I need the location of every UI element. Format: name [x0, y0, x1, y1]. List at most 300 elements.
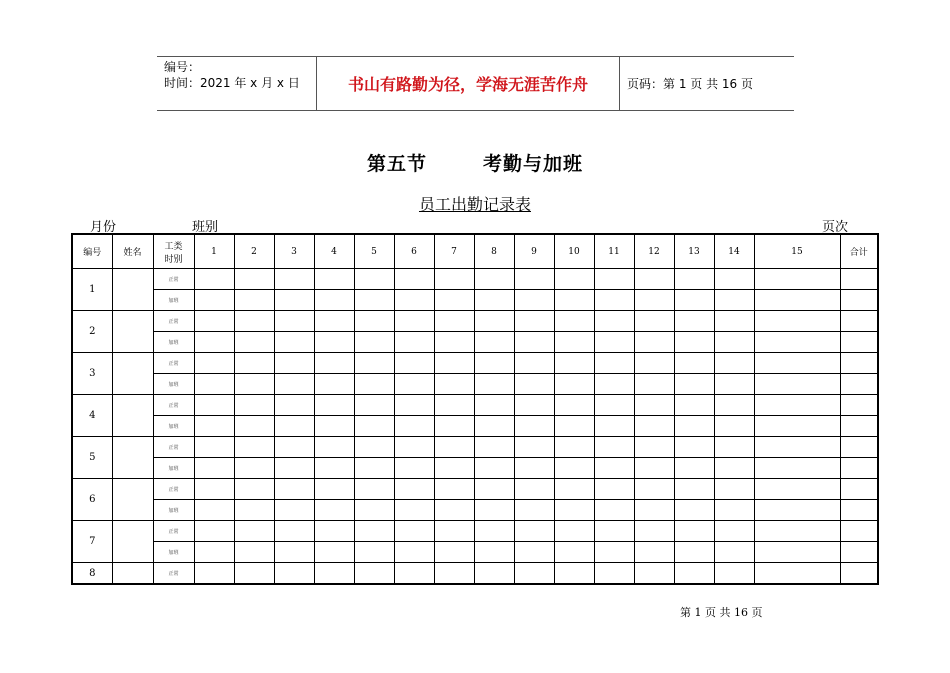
- table-cell[interactable]: [714, 437, 754, 458]
- table-cell[interactable]: [594, 458, 634, 479]
- table-cell[interactable]: [274, 437, 314, 458]
- table-cell[interactable]: [714, 542, 754, 563]
- table-cell[interactable]: [434, 500, 474, 521]
- table-cell[interactable]: [314, 542, 354, 563]
- table-cell[interactable]: [234, 416, 274, 437]
- header-day: 7: [434, 234, 474, 269]
- table-cell[interactable]: [674, 458, 714, 479]
- table-cell[interactable]: [354, 416, 394, 437]
- table-cell[interactable]: [474, 416, 514, 437]
- table-cell[interactable]: [674, 521, 714, 542]
- table-cell[interactable]: [514, 500, 554, 521]
- table-cell[interactable]: [194, 563, 234, 585]
- table-cell[interactable]: [314, 290, 354, 311]
- table-cell[interactable]: [234, 521, 274, 542]
- table-cell[interactable]: [474, 500, 514, 521]
- table-cell[interactable]: [234, 269, 274, 290]
- table-cell[interactable]: [674, 563, 714, 585]
- table-cell[interactable]: [714, 479, 754, 500]
- table-cell[interactable]: [314, 500, 354, 521]
- type-overtime: 加班: [153, 458, 194, 479]
- table-cell[interactable]: [840, 332, 878, 353]
- table-cell[interactable]: [594, 500, 634, 521]
- employee-name-cell[interactable]: [112, 521, 153, 563]
- table-cell[interactable]: [274, 311, 314, 332]
- header-number: 编号: [72, 234, 112, 269]
- table-cell[interactable]: [434, 269, 474, 290]
- table-cell[interactable]: [314, 458, 354, 479]
- table-cell[interactable]: [754, 479, 840, 500]
- type-overtime: 加班: [153, 500, 194, 521]
- table-cell[interactable]: [714, 353, 754, 374]
- form-title: 员工出勤记录表: [418, 195, 531, 214]
- table-cell[interactable]: [234, 353, 274, 374]
- table-cell[interactable]: [274, 353, 314, 374]
- table-cell[interactable]: [194, 332, 234, 353]
- table-cell[interactable]: [634, 311, 674, 332]
- table-cell[interactable]: [354, 332, 394, 353]
- row-number: 4: [72, 395, 112, 437]
- header-day: 2: [234, 234, 274, 269]
- table-cell[interactable]: [194, 290, 234, 311]
- table-cell[interactable]: [840, 500, 878, 521]
- row-number: 7: [72, 521, 112, 563]
- table-cell[interactable]: [474, 479, 514, 500]
- table-cell[interactable]: [194, 416, 234, 437]
- table-cell[interactable]: [714, 395, 754, 416]
- table-cell[interactable]: [354, 521, 394, 542]
- table-cell[interactable]: [554, 290, 594, 311]
- header-day: 1: [194, 234, 234, 269]
- table-cell[interactable]: [314, 332, 354, 353]
- employee-name-cell[interactable]: [112, 269, 153, 311]
- table-cell[interactable]: [394, 563, 434, 585]
- table-cell[interactable]: [434, 416, 474, 437]
- table-cell[interactable]: [394, 542, 434, 563]
- table-cell[interactable]: [194, 479, 234, 500]
- table-cell[interactable]: [754, 395, 840, 416]
- table-cell[interactable]: [554, 563, 594, 585]
- table-cell[interactable]: [514, 395, 554, 416]
- table-cell[interactable]: [234, 479, 274, 500]
- table-cell[interactable]: [554, 332, 594, 353]
- table-cell[interactable]: [514, 416, 554, 437]
- table-cell[interactable]: [754, 500, 840, 521]
- table-cell[interactable]: [234, 395, 274, 416]
- table-cell[interactable]: [714, 416, 754, 437]
- table-cell[interactable]: [274, 458, 314, 479]
- table-cell[interactable]: [554, 374, 594, 395]
- table-cell[interactable]: [840, 290, 878, 311]
- table-cell[interactable]: [314, 563, 354, 585]
- table-cell[interactable]: [314, 374, 354, 395]
- table-cell[interactable]: [634, 353, 674, 374]
- table-cell[interactable]: [554, 437, 594, 458]
- table-cell[interactable]: [754, 458, 840, 479]
- table-cell[interactable]: [354, 374, 394, 395]
- type-normal: 正常: [153, 311, 194, 332]
- table-cell[interactable]: [394, 500, 434, 521]
- table-cell[interactable]: [274, 563, 314, 585]
- table-cell[interactable]: [840, 311, 878, 332]
- table-cell[interactable]: [634, 290, 674, 311]
- table-cell[interactable]: [554, 311, 594, 332]
- table-cell[interactable]: [314, 437, 354, 458]
- table-cell[interactable]: [394, 353, 434, 374]
- table-cell[interactable]: [234, 374, 274, 395]
- table-cell[interactable]: [714, 563, 754, 585]
- table-cell[interactable]: [234, 542, 274, 563]
- header-day: 4: [314, 234, 354, 269]
- table-cell[interactable]: [434, 353, 474, 374]
- table-cell[interactable]: [394, 416, 434, 437]
- table-cell[interactable]: [394, 332, 434, 353]
- table-cell[interactable]: [434, 290, 474, 311]
- table-cell[interactable]: [234, 458, 274, 479]
- table-cell[interactable]: [194, 437, 234, 458]
- table-cell[interactable]: [634, 416, 674, 437]
- table-cell[interactable]: [514, 563, 554, 585]
- table-cell[interactable]: [634, 458, 674, 479]
- table-cell[interactable]: [474, 332, 514, 353]
- table-row: [72, 395, 878, 416]
- table-cell[interactable]: [314, 521, 354, 542]
- table-cell[interactable]: [354, 542, 394, 563]
- table-cell[interactable]: [674, 269, 714, 290]
- table-cell[interactable]: [634, 542, 674, 563]
- table-cell[interactable]: [434, 437, 474, 458]
- table-cell[interactable]: [314, 416, 354, 437]
- header-name: 姓名: [112, 234, 153, 269]
- table-cell[interactable]: [754, 353, 840, 374]
- table-cell[interactable]: [434, 332, 474, 353]
- table-cell[interactable]: [634, 437, 674, 458]
- table-cell[interactable]: [754, 311, 840, 332]
- table-cell[interactable]: [354, 500, 394, 521]
- table-header-row: [72, 234, 878, 269]
- table-cell[interactable]: [674, 500, 714, 521]
- table-cell[interactable]: [274, 500, 314, 521]
- table-cell[interactable]: [274, 521, 314, 542]
- table-cell[interactable]: [840, 563, 878, 585]
- attendance-table: [71, 233, 879, 585]
- table-cell[interactable]: [434, 458, 474, 479]
- table-cell[interactable]: [194, 311, 234, 332]
- table-cell[interactable]: [754, 374, 840, 395]
- employee-name-cell[interactable]: [112, 395, 153, 437]
- header-day: 11: [594, 234, 634, 269]
- table-cell[interactable]: [354, 269, 394, 290]
- table-cell[interactable]: [840, 521, 878, 542]
- table-cell[interactable]: [674, 479, 714, 500]
- table-cell[interactable]: [840, 269, 878, 290]
- table-cell[interactable]: [234, 437, 274, 458]
- table-cell[interactable]: [194, 500, 234, 521]
- table-cell[interactable]: [354, 311, 394, 332]
- employee-name-cell[interactable]: [112, 311, 153, 353]
- table-cell[interactable]: [434, 563, 474, 585]
- table-cell[interactable]: [634, 395, 674, 416]
- table-cell[interactable]: [514, 458, 554, 479]
- table-cell[interactable]: [840, 353, 878, 374]
- table-cell[interactable]: [714, 332, 754, 353]
- header-day: 3: [274, 234, 314, 269]
- row-number: 5: [72, 437, 112, 479]
- table-cell[interactable]: [274, 395, 314, 416]
- table-cell[interactable]: [594, 290, 634, 311]
- type-normal: 正常: [153, 563, 194, 585]
- table-cell[interactable]: [514, 290, 554, 311]
- header-day: 13: [674, 234, 714, 269]
- table-cell[interactable]: [714, 500, 754, 521]
- table-cell[interactable]: [194, 374, 234, 395]
- table-cell[interactable]: [634, 374, 674, 395]
- table-cell[interactable]: [474, 521, 514, 542]
- table-row: [72, 269, 878, 290]
- table-cell[interactable]: [634, 479, 674, 500]
- table-cell[interactable]: [714, 458, 754, 479]
- table-row: [72, 521, 878, 542]
- employee-name-cell[interactable]: [112, 353, 153, 395]
- table-cell[interactable]: [514, 374, 554, 395]
- time-label: 时间：2021 年 x 月 x 日: [164, 76, 300, 90]
- table-cell[interactable]: [314, 269, 354, 290]
- table-cell[interactable]: [354, 290, 394, 311]
- table-cell[interactable]: [594, 311, 634, 332]
- table-cell[interactable]: [474, 374, 514, 395]
- table-cell[interactable]: [434, 479, 474, 500]
- table-cell[interactable]: [594, 563, 634, 585]
- table-cell[interactable]: [674, 290, 714, 311]
- table-cell[interactable]: [514, 353, 554, 374]
- table-cell[interactable]: [714, 374, 754, 395]
- header-total: 合计: [840, 234, 878, 269]
- table-cell[interactable]: [674, 332, 714, 353]
- table-cell[interactable]: [314, 311, 354, 332]
- employee-name-cell[interactable]: [112, 563, 153, 585]
- table-cell[interactable]: [194, 521, 234, 542]
- motto: 书山有路勤为径，学海无涯苦作舟: [317, 57, 620, 110]
- table-cell[interactable]: [754, 332, 840, 353]
- table-cell[interactable]: [474, 563, 514, 585]
- table-cell[interactable]: [754, 416, 840, 437]
- table-cell[interactable]: [514, 269, 554, 290]
- table-cell[interactable]: [840, 395, 878, 416]
- type-normal: 正常: [153, 521, 194, 542]
- table-cell[interactable]: [594, 521, 634, 542]
- table-cell[interactable]: [634, 269, 674, 290]
- table-row: [72, 542, 878, 563]
- table-cell[interactable]: [714, 311, 754, 332]
- table-cell[interactable]: [554, 269, 594, 290]
- table-cell[interactable]: [594, 416, 634, 437]
- month-label: 月份: [90, 220, 117, 235]
- table-cell[interactable]: [840, 416, 878, 437]
- table-row: [72, 332, 878, 353]
- number-label: 编号：: [164, 60, 201, 74]
- table-cell[interactable]: [274, 269, 314, 290]
- table-cell[interactable]: [354, 437, 394, 458]
- table-cell[interactable]: [840, 437, 878, 458]
- table-cell[interactable]: [514, 437, 554, 458]
- header-day: 6: [394, 234, 434, 269]
- table-cell[interactable]: [514, 542, 554, 563]
- table-cell[interactable]: [354, 479, 394, 500]
- table-cell[interactable]: [840, 542, 878, 563]
- table-cell[interactable]: [354, 458, 394, 479]
- row-number: 1: [72, 269, 112, 311]
- table-cell[interactable]: [594, 395, 634, 416]
- header-day: 10: [554, 234, 594, 269]
- table-cell[interactable]: [394, 374, 434, 395]
- table-cell[interactable]: [474, 542, 514, 563]
- type-normal: 正常: [153, 353, 194, 374]
- table-cell[interactable]: [354, 563, 394, 585]
- table-cell[interactable]: [634, 500, 674, 521]
- table-cell[interactable]: [714, 269, 754, 290]
- table-cell[interactable]: [514, 479, 554, 500]
- table-cell[interactable]: [674, 311, 714, 332]
- table-cell[interactable]: [634, 332, 674, 353]
- table-cell[interactable]: [674, 416, 714, 437]
- table-cell[interactable]: [434, 311, 474, 332]
- table-cell[interactable]: [194, 458, 234, 479]
- table-cell[interactable]: [840, 374, 878, 395]
- table-cell[interactable]: [754, 521, 840, 542]
- table-cell[interactable]: [754, 290, 840, 311]
- table-cell[interactable]: [754, 437, 840, 458]
- table-cell[interactable]: [594, 269, 634, 290]
- table-cell[interactable]: [274, 416, 314, 437]
- table-cell[interactable]: [474, 395, 514, 416]
- table-cell[interactable]: [634, 563, 674, 585]
- type-overtime: 加班: [153, 542, 194, 563]
- table-cell[interactable]: [554, 479, 594, 500]
- section-number: 第五节: [366, 153, 427, 175]
- table-cell[interactable]: [554, 458, 594, 479]
- table-cell[interactable]: [674, 395, 714, 416]
- table-cell[interactable]: [394, 458, 434, 479]
- section-title: [0, 149, 950, 176]
- header-day: 9: [514, 234, 554, 269]
- table-cell[interactable]: [194, 269, 234, 290]
- table-cell[interactable]: [474, 437, 514, 458]
- table-cell[interactable]: [840, 458, 878, 479]
- table-cell[interactable]: [354, 395, 394, 416]
- table-cell[interactable]: [434, 521, 474, 542]
- table-cell[interactable]: [554, 416, 594, 437]
- table-cell[interactable]: [840, 479, 878, 500]
- table-cell[interactable]: [554, 395, 594, 416]
- table-cell[interactable]: [194, 353, 234, 374]
- table-cell[interactable]: [394, 395, 434, 416]
- table-cell[interactable]: [394, 269, 434, 290]
- table-cell[interactable]: [674, 542, 714, 563]
- table-cell[interactable]: [394, 521, 434, 542]
- table-cell[interactable]: [234, 290, 274, 311]
- table-cell[interactable]: [274, 374, 314, 395]
- table-cell[interactable]: [354, 353, 394, 374]
- table-cell[interactable]: [474, 311, 514, 332]
- table-cell[interactable]: [554, 521, 594, 542]
- table-cell[interactable]: [674, 353, 714, 374]
- table-cell[interactable]: [474, 269, 514, 290]
- employee-name-cell[interactable]: [112, 437, 153, 479]
- table-cell[interactable]: [234, 311, 274, 332]
- header-type: 工类 时别: [153, 234, 194, 269]
- table-cell[interactable]: [634, 521, 674, 542]
- table-cell[interactable]: [274, 542, 314, 563]
- table-cell[interactable]: [594, 374, 634, 395]
- table-cell[interactable]: [394, 437, 434, 458]
- page-info: 页码：第 1 页 共 16 页: [627, 77, 753, 91]
- table-cell[interactable]: [434, 542, 474, 563]
- table-cell[interactable]: [194, 542, 234, 563]
- table-cell[interactable]: [594, 353, 634, 374]
- table-cell[interactable]: [394, 479, 434, 500]
- table-cell[interactable]: [314, 479, 354, 500]
- table-cell[interactable]: [274, 290, 314, 311]
- table-cell[interactable]: [474, 290, 514, 311]
- table-row: [72, 479, 878, 500]
- table-cell[interactable]: [554, 353, 594, 374]
- table-cell[interactable]: [234, 563, 274, 585]
- table-cell[interactable]: [754, 542, 840, 563]
- table-cell[interactable]: [754, 269, 840, 290]
- type-overtime: 加班: [153, 332, 194, 353]
- table-cell[interactable]: [434, 395, 474, 416]
- table-cell[interactable]: [554, 500, 594, 521]
- table-cell[interactable]: [514, 311, 554, 332]
- table-cell[interactable]: [674, 374, 714, 395]
- table-row: [72, 458, 878, 479]
- table-cell[interactable]: [394, 290, 434, 311]
- type-overtime: 加班: [153, 374, 194, 395]
- table-cell[interactable]: [594, 437, 634, 458]
- table-cell[interactable]: [514, 521, 554, 542]
- table-row: [72, 290, 878, 311]
- table-cell[interactable]: [594, 479, 634, 500]
- table-cell[interactable]: [314, 353, 354, 374]
- table-cell[interactable]: [554, 542, 594, 563]
- header-day: 5: [354, 234, 394, 269]
- table-cell[interactable]: [234, 332, 274, 353]
- table-cell[interactable]: [314, 395, 354, 416]
- table-cell[interactable]: [714, 290, 754, 311]
- table-cell[interactable]: [594, 332, 634, 353]
- table-row: [72, 353, 878, 374]
- table-cell[interactable]: [394, 311, 434, 332]
- table-cell[interactable]: [474, 458, 514, 479]
- shift-label: 班别: [192, 220, 219, 235]
- type-normal: 正常: [153, 395, 194, 416]
- table-cell[interactable]: [674, 437, 714, 458]
- table-cell[interactable]: [234, 500, 274, 521]
- table-cell[interactable]: [714, 521, 754, 542]
- table-cell[interactable]: [434, 374, 474, 395]
- section-name: 考勤与加班: [483, 153, 584, 175]
- table-cell[interactable]: [274, 332, 314, 353]
- table-cell[interactable]: [594, 542, 634, 563]
- table-cell[interactable]: [474, 353, 514, 374]
- table-cell[interactable]: [194, 395, 234, 416]
- table-cell[interactable]: [514, 332, 554, 353]
- table-row: [72, 500, 878, 521]
- table-row: [72, 563, 878, 585]
- employee-name-cell[interactable]: [112, 479, 153, 521]
- table-cell[interactable]: [274, 479, 314, 500]
- table-cell[interactable]: [754, 563, 840, 585]
